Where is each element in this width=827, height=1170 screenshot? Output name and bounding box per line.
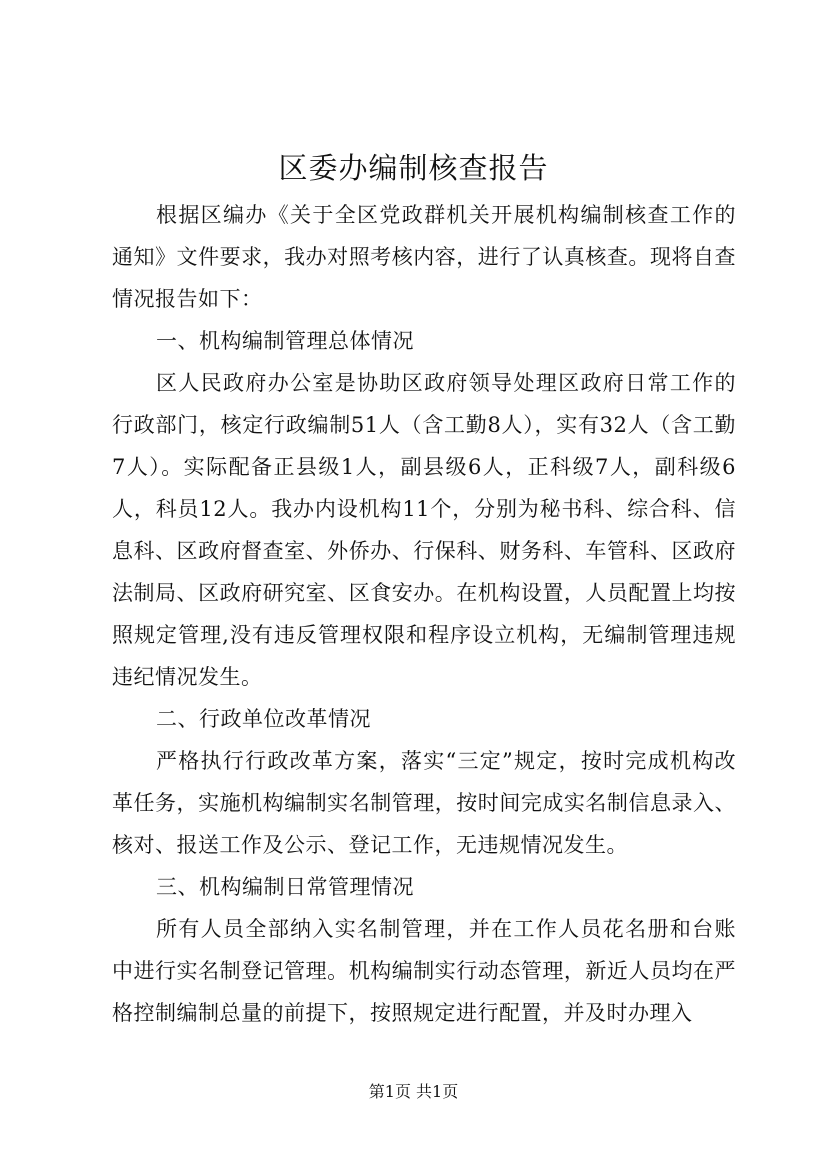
body-paragraph: 根据区编办《关于全区党政群机关开展机构编制核查工作的通知》文件要求，我办对照考核内容，进行了认真核查。现将自查情况报告如下： [112, 203, 736, 311]
body-paragraph: 严格执行行政改革方案，落实“三定”规定，按时完成机构改革任务，实施机构编制实名制管理，按时间完成实名制信息录入、核对、报送工作及公示、登记工作，无违规情况发生。 [112, 749, 736, 857]
body-paragraph: 所有人员全部纳入实名制管理，并在工作人员花名册和台账中进行实名制登记管理。机构编制实行动态管理，新近人员均在严格控制编制总量的前提下，按照规定进行配置，并及时办理入 [112, 917, 736, 1025]
section-heading: 二、行政单位改革情况 [156, 707, 371, 731]
body-paragraph: 区人民政府办公室是协助区政府领导处理区政府日常工作的行政部门，核定行政编制51人（含工勤8人），实有32人（含工勤7人）。实际配备正县级1人，副县级6人，正科级7人，副科级6人，科员12人。我办内设机构11个，分别为秘书科、综合科、信息科、区政府督查室、外侨办、行保科、财务科、车管科、区政府法制局、区政府研究室、区食安办。在机构设置，人员配置上均按照规定管理,没有违反管理权限和程序设立机构，无编制管理违规违纪情况发生。 [112, 371, 736, 689]
document-body [112, 194, 736, 1034]
page-number-footer: 第1页 共1页 [368, 1082, 459, 1101]
section-heading: 三、机构编制日常管理情况 [156, 875, 414, 899]
section-heading: 一、机构编制管理总体情况 [156, 329, 414, 353]
document-title: 区委办编制核查报告 [278, 151, 549, 185]
